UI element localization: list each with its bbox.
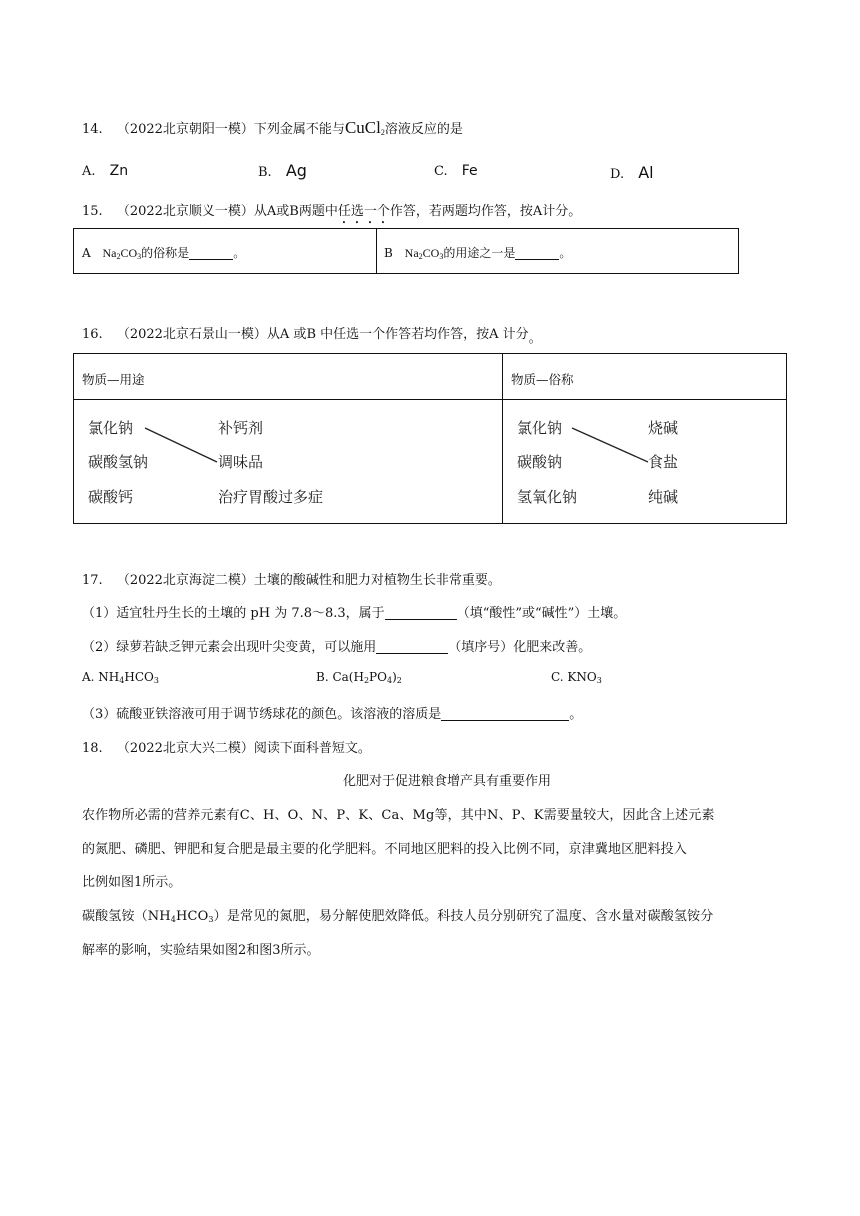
q16-left-item-2: 碳酸钙 (88, 488, 134, 506)
q18-para1-line3: 比例如图1所示。 (82, 875, 182, 890)
q16-left-item-0: 氯化钠 (88, 419, 134, 437)
q14-source: （2022北京朝阳一模） (116, 122, 254, 137)
q14-option-d: D. Al (610, 163, 654, 182)
q16-right-item-1: 碳酸钠 (517, 453, 563, 471)
q14-option-c: C. Fe (434, 163, 478, 179)
q15-stem: 15. （2022北京顺义一模）从A或B两题中任选一个作答，若两题均作答，按A计分。 (82, 204, 582, 219)
q16-right-target-2: 纯碱 (648, 488, 679, 506)
q17-part3-blank[interactable] (441, 708, 569, 721)
q17-option-a: A. $NH_4HCO_3$ (82, 670, 159, 685)
q16-right-target-0: 烧碱 (648, 419, 679, 437)
q17-part2: （2）绿萝若缺乏钾元素会出现叶尖变黄，可以施用 （填序号）化肥来改善。 (82, 640, 592, 655)
q17-stem: 17. （2022北京海淀二模）土壤的酸碱性和肥力对植物生长非常重要。 (82, 573, 501, 588)
q17-part2-blank[interactable] (376, 641, 448, 654)
q14-option-b: B. Ag (258, 161, 307, 180)
q18-stem: 18. （2022北京大兴二模）阅读下面科普短文。 (82, 741, 371, 756)
q16-left-item-1: 碳酸氢钠 (88, 453, 149, 471)
q14-stem-post: 溶液反应的是 (384, 122, 463, 137)
q16-left-connector (145, 428, 217, 462)
q18-para1-line2: 的氮肥、磷肥、钾肥和复合肥是最主要的化学肥料。不同地区肥料的投入比例不同，京津冀地区肥料投入 (82, 842, 687, 857)
q16-stem: 16. （2022北京石景山一模）从A 或B 中任选一个作答若均作答，按A 计分。 (82, 327, 542, 346)
q18-para1-line1: 农作物所必需的营养元素有C、H、O、N、P、K、Ca、Mg等，其中N、P、K需要量较大，因此含上述元素 (82, 808, 715, 823)
q15-b-text: B $Na_2CO_3$的用途之一是 。 (384, 246, 572, 261)
q18-para2-line2: 解率的影响，实验结果如图2和图3所示。 (82, 943, 320, 958)
q17-option-c: C. $KNO_3$ (551, 670, 602, 685)
q16-right-item-0: 氯化钠 (517, 419, 563, 437)
q16-left-target-1: 调味品 (218, 453, 264, 471)
q14-formula: CuCl$_2$ (344, 118, 385, 137)
q16-connector-lines (0, 0, 860, 600)
q14-number: 14. (82, 122, 103, 137)
q16-header-right: 物质—俗称 (511, 372, 574, 387)
q16-header-left: 物质—用途 (82, 372, 145, 387)
q17-part3: （3）硫酸亚铁溶液可用于调节绣球花的颜色。该溶液的溶质是 。 (82, 707, 583, 722)
q16-right-item-2: 氢氧化钠 (517, 488, 578, 506)
q16-left-target-0: 补钙剂 (218, 419, 264, 437)
q14-stem-pre: 下列金属不能与 (253, 122, 345, 137)
q16-right-target-1: 食盐 (648, 453, 679, 471)
q15-a-text: A $Na_2CO_3$的俗称是 。 (82, 246, 246, 261)
q17-option-b: B. $Ca(H_2PO_4)_2$ (316, 670, 402, 685)
q17-part1-blank[interactable] (385, 607, 457, 620)
q18-para2-line1: 碳酸氢铵$(NH_4HCO_3)$是常见的氮肥，易分解使肥效降低。科技人员分别研究了温度、含水量对碳酸氢铵分 (82, 909, 714, 924)
q16-left-target-2: 治疗胃酸过多症 (218, 488, 324, 506)
q14-option-a: A. Zn (82, 163, 129, 179)
q18-article-title: 化肥对于促进粮食增产具有重要作用 (343, 774, 552, 789)
q16-right-connector (572, 428, 648, 462)
q17-part1: （1）适宜牡丹生长的土壤的 pH 为 7.8～8.3，属于 （填“酸性”或“碱性”）土壤。 (82, 606, 627, 621)
